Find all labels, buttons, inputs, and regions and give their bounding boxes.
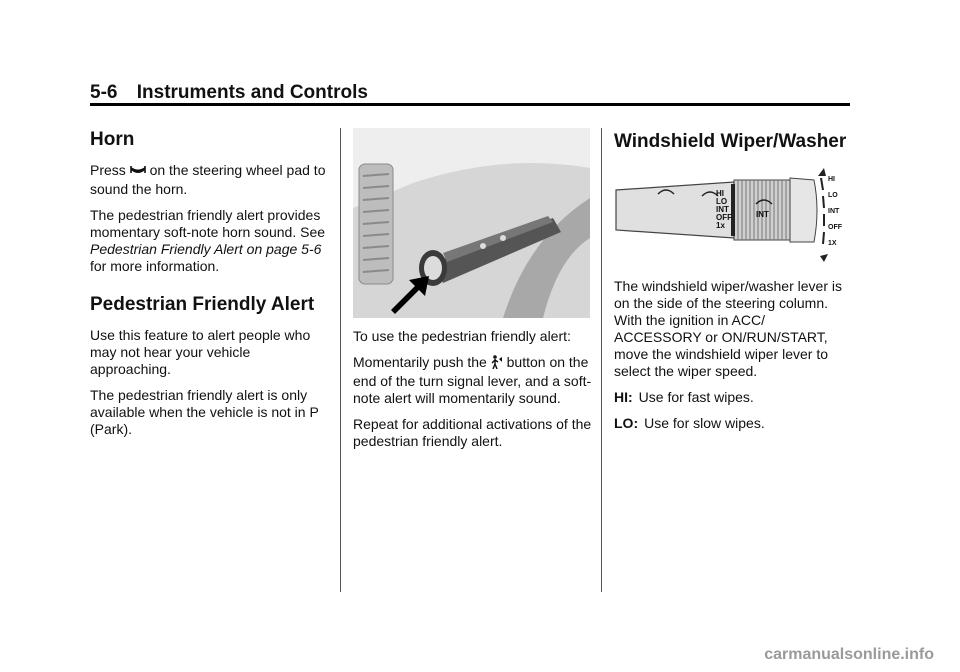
lever-label-1x: 1x <box>716 221 725 230</box>
lever-label-off: OFF <box>716 213 732 222</box>
wiper-hi-definition <box>614 389 854 406</box>
side-label-off: OFF <box>828 224 842 231</box>
middle-paragraph-3: Repeat for additional activations of the pedestrian friendly alert. <box>353 416 592 449</box>
header-rule <box>90 103 850 106</box>
lever-label-hi: HI <box>716 189 724 198</box>
horn-p2-text: The pedestrian friendly alert provides momentary soft-note horn sound. See <box>90 207 326 240</box>
pedestrian-heading: Pedestrian Friendly Alert <box>90 294 315 315</box>
pedestrian-alert-icon <box>491 355 503 373</box>
middle-paragraph-2 <box>353 354 593 407</box>
horn-text-before: Press <box>90 162 126 178</box>
side-label-lo: LO <box>828 192 838 199</box>
horn-paragraph-2 <box>90 207 330 275</box>
column-divider-left <box>340 128 341 592</box>
column-left <box>90 128 330 447</box>
hi-desc: Use for fast wipes. <box>638 389 754 405</box>
lever-label-lo: LO <box>716 197 728 206</box>
horn-paragraph <box>90 162 330 198</box>
watermark: carmanualsonline.info <box>764 646 934 663</box>
pedestrian-alert-link[interactable]: Pedestrian Friendly Alert on page 5-6 <box>90 241 322 257</box>
wiper-heading: Windshield Wiper/Washer <box>614 131 847 152</box>
lever-speed-labels <box>716 190 732 230</box>
wiper-lever-diagram <box>614 168 842 264</box>
horn-heading: Horn <box>90 129 135 150</box>
side-position-labels <box>828 172 842 252</box>
horn-text-after: on the steering wheel pad to sound the horn. <box>90 162 326 197</box>
pedestrian-paragraph-1: Use this feature to alert people who may not hear your vehicle approaching. <box>90 327 311 377</box>
side-label-1x: 1X <box>828 240 837 247</box>
lo-term: LO: <box>614 415 639 431</box>
middle-p2-before: Momentarily push the <box>353 354 487 370</box>
band-int-label: INT <box>756 210 769 219</box>
section-title: Instruments and Controls <box>136 82 368 103</box>
page-number: 5-6 <box>90 82 118 103</box>
pedestrian-paragraph-2: The pedestrian friendly alert is only available when the vehicle is not in P (Park). <box>90 387 319 437</box>
wiper-lo-definition <box>614 415 854 432</box>
wiper-paragraph: The windshield wiper/washer lever is on the side of the steering column. With the ignition in ACC/ ACCESSORY or ON/RUN/START, move the windshield wiper lever to select the wiper speed. <box>614 278 842 379</box>
lo-desc: Use for slow wipes. <box>644 415 765 431</box>
column-right <box>614 128 854 441</box>
column-divider-right <box>601 128 602 592</box>
column-middle <box>353 128 593 459</box>
lever-label-int: INT <box>716 205 729 214</box>
hi-term: HI: <box>614 389 633 405</box>
horn-p2-after: for more information. <box>90 258 220 274</box>
side-label-hi: HI <box>828 176 835 183</box>
middle-p2-after: button on the end of the turn signal lever, and a soft-note alert will momentarily sound. <box>353 354 592 406</box>
side-label-int: INT <box>828 208 840 215</box>
turn-signal-lever-photo <box>353 128 590 318</box>
horn-icon <box>130 164 146 181</box>
middle-paragraph-1: To use the pedestrian friendly alert: <box>353 328 571 344</box>
